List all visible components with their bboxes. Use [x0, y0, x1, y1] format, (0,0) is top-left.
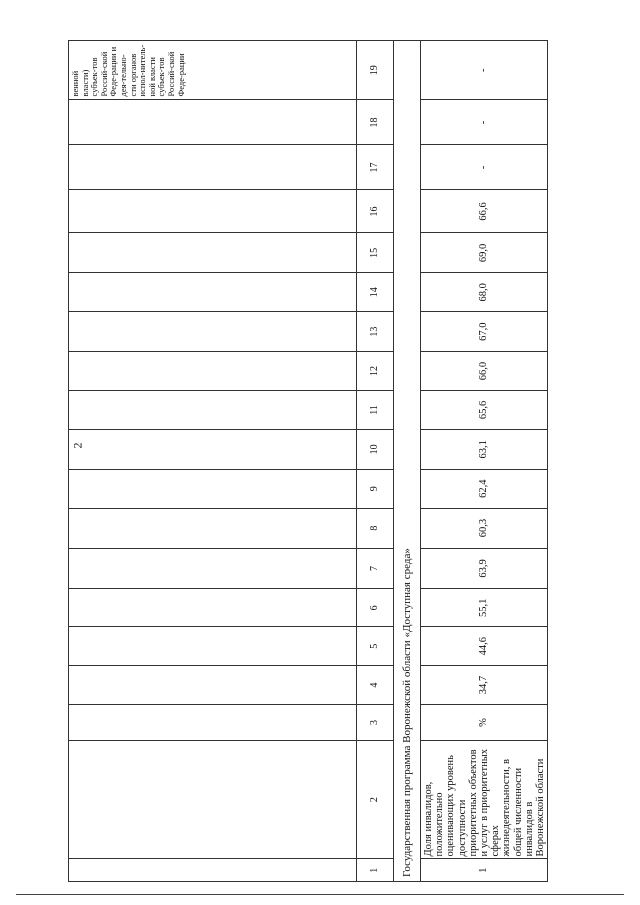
column-number: 17 [357, 145, 394, 190]
value-cell: 67,0 [421, 312, 548, 352]
column-number: 9 [357, 469, 394, 508]
header-cell [69, 859, 357, 882]
value-cell: 60,3 [421, 508, 548, 548]
indicator-name: Доля инвалидов, положительно оценивающих уровень доступности приоритетных объектов и услуг в приоритетных сферах жизнедеятельности, в общей численности инвалидов в Воронежской области [421, 740, 548, 859]
header-cell [69, 390, 357, 429]
column-number: 11 [357, 390, 394, 429]
header-cell [69, 273, 357, 312]
column-number: 12 [357, 352, 394, 391]
rotated-table-area [68, 40, 547, 882]
header-row [69, 41, 357, 882]
unit-cell: % [421, 705, 548, 741]
page-number: 2 [70, 442, 85, 449]
column-number: 14 [357, 273, 394, 312]
header-cell [69, 508, 357, 548]
column-number: 16 [357, 190, 394, 233]
header-cell [69, 740, 357, 859]
indicator-table [68, 40, 548, 882]
header-cell [69, 100, 357, 145]
column-number: 18 [357, 100, 394, 145]
row-number: 1 [421, 859, 548, 882]
column-number: 6 [357, 589, 394, 627]
landscape-table [68, 40, 547, 882]
column-number: 5 [357, 627, 394, 666]
column-number: 15 [357, 233, 394, 273]
value-cell: 69,0 [421, 233, 548, 273]
program-title-row [394, 41, 421, 882]
column-number: 8 [357, 508, 394, 548]
column-number: 13 [357, 312, 394, 352]
value-cell: 55,1 [421, 589, 548, 627]
header-cell [69, 705, 357, 741]
value-cell: - [421, 41, 548, 100]
value-cell: 62,4 [421, 469, 548, 508]
column-number: 2 [357, 740, 394, 859]
column-number-row [357, 41, 394, 882]
header-cell [69, 352, 357, 391]
column-number: 3 [357, 705, 394, 741]
header-cell [69, 190, 357, 233]
bottom-rule [16, 894, 624, 895]
header-cell [69, 233, 357, 273]
header-cell [69, 145, 357, 190]
header-last-column-text: венной власти) субъек-тов Россий-ской Феде-рации и дея-тельно-сти органов испол-нитель-ной власти субъек-тов Россий-ской Феде-рации [69, 41, 357, 100]
column-number: 10 [357, 429, 394, 469]
value-cell: - [421, 100, 548, 145]
value-cell: 63,1 [421, 429, 548, 469]
value-cell: 34,7 [421, 666, 548, 705]
header-cell [69, 548, 357, 589]
value-cell: 68,0 [421, 273, 548, 312]
column-number: 1 [357, 859, 394, 882]
value-cell: 44,6 [421, 627, 548, 666]
header-cell [69, 666, 357, 705]
table-row [421, 41, 548, 882]
value-cell: 65,6 [421, 390, 548, 429]
column-number: 19 [357, 41, 394, 100]
program-title: Государственная программа Воронежской области «Доступная среда» [394, 41, 421, 882]
header-cell [69, 469, 357, 508]
column-number: 7 [357, 548, 394, 589]
header-cell [69, 312, 357, 352]
header-cell [69, 589, 357, 627]
header-cell [69, 429, 357, 469]
column-number: 4 [357, 666, 394, 705]
value-cell: - [421, 145, 548, 190]
header-cell [69, 627, 357, 666]
value-cell: 66,6 [421, 190, 548, 233]
value-cell: 66,0 [421, 352, 548, 391]
value-cell: 63,9 [421, 548, 548, 589]
